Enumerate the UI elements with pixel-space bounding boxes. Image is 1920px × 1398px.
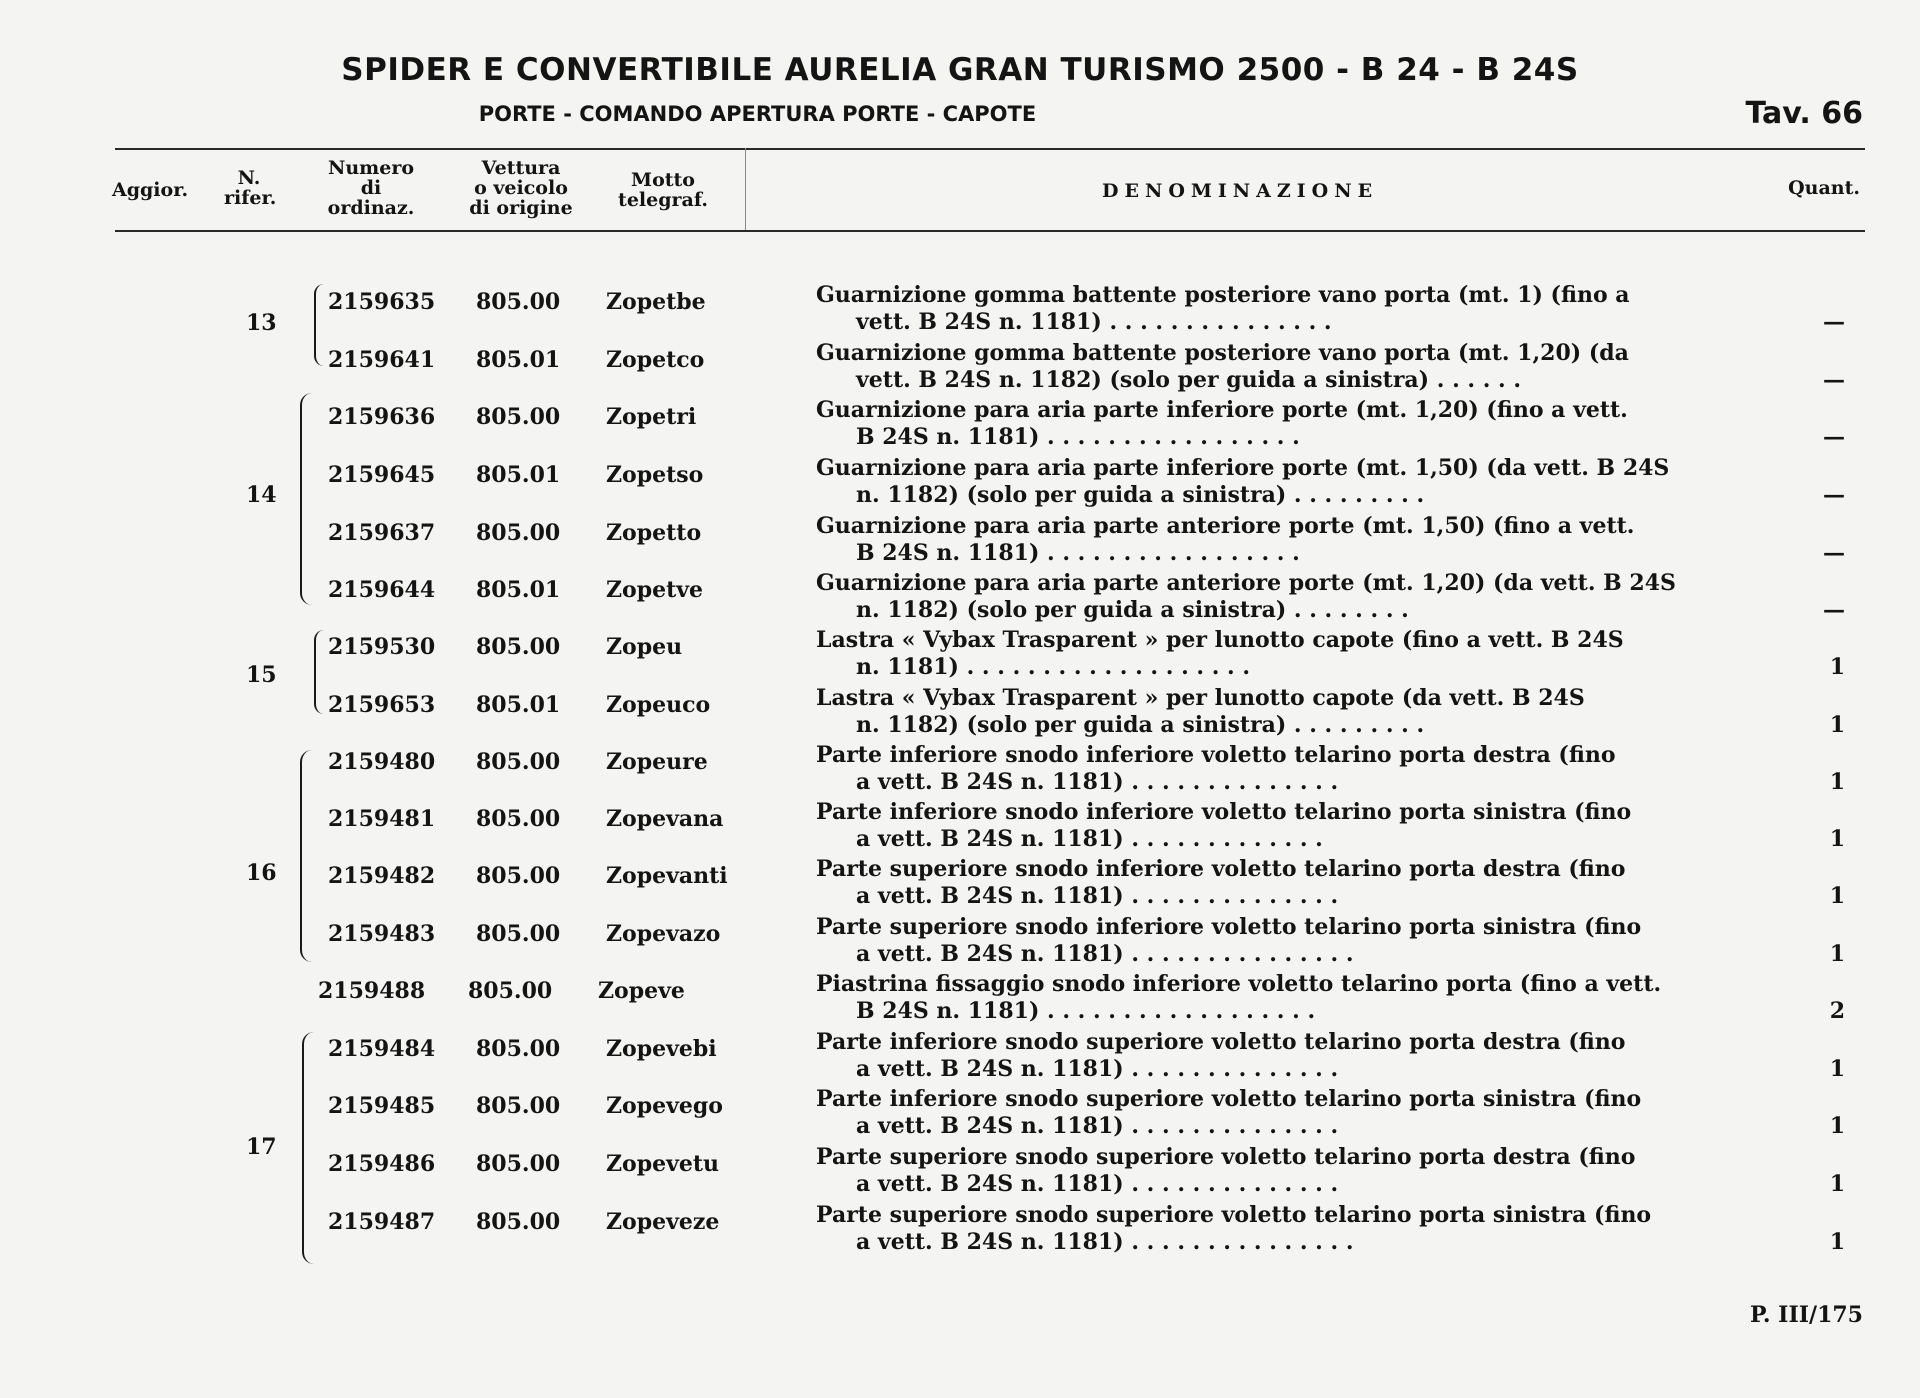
- vehicle-code: 805.01: [476, 692, 561, 718]
- order-number: 2159480: [328, 749, 436, 775]
- description: [816, 1144, 1784, 1198]
- telegraph-code: Zopevebi: [606, 1036, 717, 1062]
- order-number: 2159641: [328, 347, 436, 373]
- vehicle-code: 805.00: [476, 921, 561, 947]
- description: [816, 799, 1784, 853]
- description-line2: vett. B 24S n. 1182) (solo per guida a sinistra) . . . . . .: [856, 367, 1521, 393]
- description-line1: Guarnizione para aria parte inferiore porte (mt. 1,50) (da vett. B 24S: [816, 455, 1670, 481]
- description-line1: Guarnizione gomma battente posteriore vano porta (mt. 1) (fino a: [816, 282, 1630, 308]
- description: [816, 1086, 1784, 1140]
- col-denominazione: DENOMINAZIONE: [1102, 180, 1379, 202]
- description-line1: Parte inferiore snodo superiore voletto telarino porta sinistra (fino: [816, 1086, 1642, 1112]
- telegraph-code: Zopetbe: [606, 289, 706, 315]
- vehicle-code: 805.00: [476, 1209, 561, 1235]
- description-line1: Lastra « Vybax Trasparent » per lunotto capote (da vett. B 24S: [816, 685, 1585, 711]
- quantity: —: [1823, 309, 1845, 335]
- quantity: —: [1823, 482, 1845, 508]
- col-vettura-line2: o veicolo: [474, 177, 568, 199]
- quantity: —: [1823, 367, 1845, 393]
- table-row: [0, 394, 1920, 452]
- telegraph-code: Zopevego: [606, 1093, 723, 1119]
- col-vettura: [466, 158, 576, 218]
- table-row: [0, 279, 1920, 337]
- description-line2: a vett. B 24S n. 1181) . . . . . . . . . . . . . .: [856, 769, 1339, 795]
- quantity: 1: [1829, 769, 1845, 795]
- quantity: —: [1823, 540, 1845, 566]
- telegraph-code: Zopeuco: [606, 692, 711, 718]
- description: [816, 856, 1784, 910]
- quantity: —: [1823, 424, 1845, 450]
- order-number: 2159484: [328, 1036, 436, 1062]
- quantity: 1: [1829, 1171, 1845, 1197]
- document-title: SPIDER E CONVERTIBILE AURELIA GRAN TURISMO 2500 - B 24 - B 24S: [341, 52, 1579, 88]
- telegraph-code: Zopeve: [598, 978, 685, 1004]
- table-row: [0, 968, 1920, 1026]
- col-vettura-line1: Vettura: [481, 157, 561, 179]
- order-number: 2159485: [328, 1093, 436, 1119]
- col-rifer-line1: N.: [237, 167, 261, 189]
- description-line2: a vett. B 24S n. 1181) . . . . . . . . . . . . . .: [856, 1113, 1339, 1139]
- ref-number-15: 15: [246, 662, 277, 688]
- order-number: 2159481: [328, 806, 436, 832]
- table-row: [0, 1199, 1920, 1257]
- column-separator: [745, 148, 746, 230]
- col-numero: [318, 158, 424, 218]
- description-line2: n. 1182) (solo per guida a sinistra) . . . . . . . . .: [856, 482, 1425, 508]
- description-line1: Piastrina fissaggio snodo inferiore voletto telarino porta (fino a vett.: [816, 971, 1662, 997]
- col-rifer: [224, 167, 277, 209]
- vehicle-code: 805.00: [476, 1151, 561, 1177]
- description: [816, 1029, 1784, 1083]
- description-line2: n. 1181) . . . . . . . . . . . . . . . . . . .: [856, 654, 1251, 680]
- quantity: 1: [1829, 941, 1845, 967]
- description-line2: a vett. B 24S n. 1181) . . . . . . . . . . . . . . .: [856, 941, 1354, 967]
- order-number: 2159653: [328, 692, 436, 718]
- quantity: 1: [1829, 1056, 1845, 1082]
- description: [816, 282, 1784, 336]
- col-motto-line2: telegraf.: [618, 189, 708, 211]
- ref-number-17: 17: [246, 1134, 277, 1160]
- table-row: [0, 452, 1920, 510]
- table-row: [0, 1141, 1920, 1199]
- order-number: 2159487: [328, 1209, 436, 1235]
- col-rifer-line2: rifer.: [224, 187, 277, 209]
- document-subtitle: PORTE - COMANDO APERTURA PORTE - CAPOTE: [478, 102, 1037, 126]
- quantity: 1: [1829, 654, 1845, 680]
- table-row: [0, 337, 1920, 395]
- description: [816, 627, 1784, 681]
- ref-number-14: 14: [246, 482, 277, 508]
- order-number: 2159644: [328, 577, 436, 603]
- telegraph-code: Zopevana: [606, 806, 724, 832]
- telegraph-code: Zopetri: [606, 404, 697, 430]
- description-line2: vett. B 24S n. 1181) . . . . . . . . . . . . . . .: [856, 309, 1332, 335]
- description-line1: Guarnizione para aria parte anteriore porte (mt. 1,20) (da vett. B 24S: [816, 570, 1676, 596]
- page-number: P. III/175: [1749, 1302, 1863, 1328]
- vehicle-code: 805.00: [476, 520, 561, 546]
- telegraph-code: Zopeure: [606, 749, 708, 775]
- description-line2: B 24S n. 1181) . . . . . . . . . . . . . . . . . .: [856, 998, 1316, 1024]
- description: [816, 570, 1784, 624]
- vehicle-code: 805.01: [476, 462, 561, 488]
- quantity: 1: [1829, 1113, 1845, 1139]
- description-line2: n. 1182) (solo per guida a sinistra) . . . . . . . .: [856, 597, 1409, 623]
- telegraph-code: Zopetso: [606, 462, 704, 488]
- col-motto: [608, 170, 718, 210]
- description-line1: Guarnizione gomma battente posteriore vano porta (mt. 1,20) (da: [816, 340, 1629, 366]
- col-aggior: Aggior.: [112, 179, 189, 201]
- description-line1: Parte superiore snodo superiore voletto telarino porta sinistra (fino: [816, 1202, 1652, 1228]
- description-line1: Guarnizione para aria parte anteriore porte (mt. 1,50) (fino a vett.: [816, 513, 1635, 539]
- col-quant: Quant.: [1788, 177, 1860, 199]
- quantity: 1: [1829, 1229, 1845, 1255]
- telegraph-code: Zopetve: [606, 577, 704, 603]
- description-line2: B 24S n. 1181) . . . . . . . . . . . . . . . . .: [856, 540, 1300, 566]
- col-motto-line1: Motto: [631, 169, 695, 191]
- table-row: [0, 796, 1920, 854]
- description: [816, 914, 1784, 968]
- description-line1: Lastra « Vybax Trasparent » per lunotto capote (fino a vett. B 24S: [816, 627, 1624, 653]
- description-line2: a vett. B 24S n. 1181) . . . . . . . . . . . . .: [856, 826, 1323, 852]
- telegraph-code: Zopeveze: [606, 1209, 720, 1235]
- order-number: 2159635: [328, 289, 436, 315]
- description-line2: a vett. B 24S n. 1181) . . . . . . . . . . . . . .: [856, 1056, 1339, 1082]
- table-row: [0, 1083, 1920, 1141]
- table-row: [0, 739, 1920, 797]
- vehicle-code: 805.00: [476, 749, 561, 775]
- quantity: 1: [1829, 712, 1845, 738]
- order-number: 2159482: [328, 863, 436, 889]
- telegraph-code: Zopevanti: [606, 863, 728, 889]
- table-row: [0, 567, 1920, 625]
- quantity: 2: [1829, 998, 1845, 1024]
- description: [816, 1202, 1784, 1256]
- telegraph-code: Zopeu: [606, 634, 683, 660]
- order-number: 2159483: [328, 921, 436, 947]
- table-reference: Tav. 66: [1745, 96, 1863, 131]
- description-line1: Parte inferiore snodo inferiore voletto telarino porta sinistra (fino: [816, 799, 1632, 825]
- description-line1: Parte superiore snodo inferiore voletto telarino porta sinistra (fino: [816, 914, 1642, 940]
- vehicle-code: 805.00: [476, 1036, 561, 1062]
- vehicle-code: 805.00: [476, 806, 561, 832]
- description-line2: n. 1182) (solo per guida a sinistra) . . . . . . . . .: [856, 712, 1425, 738]
- table-row: [0, 510, 1920, 568]
- header-bottom-rule: [115, 230, 1865, 232]
- col-vettura-line3: di origine: [469, 197, 573, 219]
- table-row: [0, 624, 1920, 682]
- description-line1: Guarnizione para aria parte inferiore porte (mt. 1,20) (fino a vett.: [816, 397, 1628, 423]
- description: [816, 513, 1784, 567]
- ref-number-16: 16: [246, 860, 277, 886]
- vehicle-code: 805.00: [476, 863, 561, 889]
- description: [816, 685, 1784, 739]
- order-number: 2159488: [318, 978, 426, 1004]
- order-number: 2159636: [328, 404, 436, 430]
- description: [816, 742, 1784, 796]
- col-numero-line3: ordinaz.: [327, 197, 415, 219]
- table-row: [0, 1026, 1920, 1084]
- description-line2: a vett. B 24S n. 1181) . . . . . . . . . . . . . .: [856, 1171, 1339, 1197]
- telegraph-code: Zopevetu: [606, 1151, 720, 1177]
- order-number: 2159530: [328, 634, 436, 660]
- description-line1: Parte inferiore snodo superiore voletto telarino porta destra (fino: [816, 1029, 1626, 1055]
- col-numero-line2: di: [360, 177, 382, 199]
- vehicle-code: 805.01: [476, 577, 561, 603]
- ref-number-13: 13: [246, 310, 277, 336]
- description-line2: B 24S n. 1181) . . . . . . . . . . . . . . . . .: [856, 424, 1300, 450]
- vehicle-code: 805.01: [476, 347, 561, 373]
- quantity: 1: [1829, 883, 1845, 909]
- vehicle-code: 805.00: [476, 634, 561, 660]
- description-line1: Parte superiore snodo superiore voletto telarino porta destra (fino: [816, 1144, 1636, 1170]
- table-row: [0, 911, 1920, 969]
- vehicle-code: 805.00: [476, 289, 561, 315]
- description: [816, 397, 1784, 451]
- order-number: 2159645: [328, 462, 436, 488]
- vehicle-code: 805.00: [468, 978, 553, 1004]
- header-top-rule: [115, 148, 1865, 150]
- description-line2: a vett. B 24S n. 1181) . . . . . . . . . . . . . . .: [856, 1229, 1354, 1255]
- vehicle-code: 805.00: [476, 404, 561, 430]
- telegraph-code: Zopetco: [606, 347, 705, 373]
- description-line1: Parte inferiore snodo inferiore voletto telarino porta destra (fino: [816, 742, 1616, 768]
- quantity: —: [1823, 597, 1845, 623]
- telegraph-code: Zopevazo: [606, 921, 721, 947]
- table-row: [0, 682, 1920, 740]
- quantity: 1: [1829, 826, 1845, 852]
- order-number: 2159637: [328, 520, 436, 546]
- description-line2: a vett. B 24S n. 1181) . . . . . . . . . . . . . .: [856, 883, 1339, 909]
- description: [816, 455, 1784, 509]
- order-number: 2159486: [328, 1151, 436, 1177]
- description: [816, 340, 1784, 394]
- col-numero-line1: Numero: [327, 157, 415, 179]
- telegraph-code: Zopetto: [606, 520, 702, 546]
- table-row: [0, 853, 1920, 911]
- vehicle-code: 805.00: [476, 1093, 561, 1119]
- description: [816, 971, 1784, 1025]
- description-line1: Parte superiore snodo inferiore voletto telarino porta destra (fino: [816, 856, 1626, 882]
